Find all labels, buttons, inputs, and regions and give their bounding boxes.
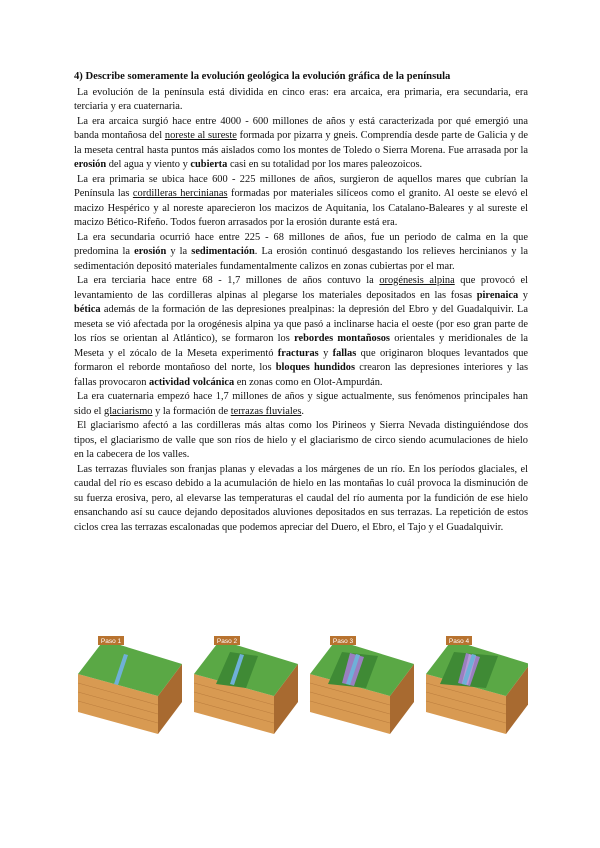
bold-term: cubierta — [190, 159, 228, 170]
paragraph-era-primaria: La era primaria se ubica hace 600 - 225 millones de años, surgieron de aquellos mares que cubrían la Península las cordilleras hercinianas formadas por materiales silíceos como el granito. Al oeste se elevó el macizo Hespérico y al noreste aparecieron los macizos de Aquitania, los Catalano-Baleares y al sureste el macizo Bético-Rifeño. Todos fueron arrasados por la erosión durante está era. — [74, 173, 528, 228]
bold-term: pirenaica — [476, 289, 519, 301]
paragraph-era-secundaria: La era secundaria ocurrió hace entre 225 - 68 millones de años, fue un periodo de calma en la que predomina la erosión y la sedimentación. La erosión continuó desgastando los relieves hercinianos y la sedimentación depositó materiales fundamentalmente calizos en zonas cubiertas por el mar. — [74, 231, 528, 272]
underlined-term: noreste al sureste — [164, 130, 237, 141]
bold-term: sedimentación — [191, 246, 255, 257]
document-page — [74, 70, 528, 535]
bold-term: bloques hundidos — [275, 362, 356, 373]
bold-term: erosión — [134, 246, 167, 257]
underlined-term: orogénesis alpina — [379, 275, 455, 286]
paragraph-glaciarismo: El glaciarismo afectó a las cordilleras más altas como los Pirineos y Sierra Nevada distinguiéndose dos tipos, el glaciarismo de valle que son ríos de hielo y el glaciarismo de circo siendo acumulaciones de hielo en la cabecera de los valles. — [74, 420, 528, 460]
terrace-step-panel — [310, 636, 414, 734]
paragraph-era-arcaica: La era arcaica surgió hace entre 4000 - 600 millones de años y está caracterizada por qué emergió una banda montañosa del noreste al sureste formada por pizarra y gneis. Comprendía desde parte de Galicia y de la meseta central hasta puntos más aislados como los montes de Toledo o Sierra Morena. Fue arrasada por la erosión del agua y viento y cubierta casi en su totalidad por los mares paleozoicos. — [74, 115, 528, 170]
bold-term: bética — [74, 304, 101, 315]
terrace-step-panel — [194, 636, 298, 734]
bold-term: rebordes montañosos — [294, 333, 390, 344]
bold-term: actividad volcánica — [149, 376, 235, 388]
paragraph-terrazas-fluviales: Las terrazas fluviales son franjas planas y elevadas a los márgenes de un río. En los períodos glaciales, el caudal del río es escaso debido a la acumulación de hielo en las montañas lo cuál provoca la disminución de su fuerza erosiva, pero, al elevarse las temperaturas el caudal del río aumenta por la fundición de ese hielo ensanchando así su cauce dejando depositados aluviones depositados en sus terrazas. La repetición de estos ciclos crea las terrazas escalonadas que podemos apreciar del Duero, el Ebro, el Tajo y el Guadalquivir. — [74, 463, 528, 533]
paragraph-era-cuaternaria: La era cuaternaria empezó hace 1,7 millones de años y sigue actualmente, sus fenómenos principales han sido el glaciarismo y la formación de terrazas fluviales. — [74, 391, 528, 417]
river-terraces-figure — [78, 634, 528, 734]
terrace-step-panel — [78, 636, 182, 734]
step-label: Paso 3 — [332, 638, 354, 645]
paragraph-intro: La evolución de la península está dividida en cinco eras: era arcaica, era primaria, era secundaria, era terciaria y era cuaternaria. — [74, 86, 528, 112]
step-label: Paso 1 — [100, 638, 122, 645]
bold-term: fracturas — [277, 347, 319, 359]
step-label: Paso 2 — [216, 638, 238, 645]
underlined-term: glaciarismo — [104, 405, 153, 417]
paragraph-era-terciaria: La era terciaria hace entre 68 - 1,7 millones de años contuvo la orogénesis alpina que provocó el levantamiento de las cordilleras alpinas al plegarse los materiales depositados en las fosas pirenaica y bética además de la formación de las depresiones prealpinas: la depresión del Ebro y del Guadalquivir. La meseta se vió afectada por la orogénesis alpina ya que pasó a inclinarse hacia el oeste (por eso gran parte de los ríos se orientan al Atlántico), se formaron los rebordes montañosos orientales y meridionales de la Meseta y el zócalo de la Meseta experimentó fracturas y fallas que originaron bloques levantados que formaron el reborde montañoso del norte, los bloques hundidos crearon las depresiones interiores y las fallas provocaron actividad volcánica en zonas como en Olot-Ampurdán. — [74, 275, 529, 388]
bold-term: erosión — [74, 159, 107, 170]
underlined-term: terrazas fluviales — [230, 405, 302, 417]
step-label: Paso 4 — [448, 638, 470, 645]
terrace-steps-illustration — [78, 634, 528, 734]
question-heading: 4) Describe someramente la evolución geológica la evolución gráfica de la península — [74, 71, 451, 82]
underlined-term: cordilleras hercinianas — [132, 188, 228, 199]
bold-term: fallas — [332, 347, 357, 359]
terrace-step-panel — [426, 636, 528, 734]
